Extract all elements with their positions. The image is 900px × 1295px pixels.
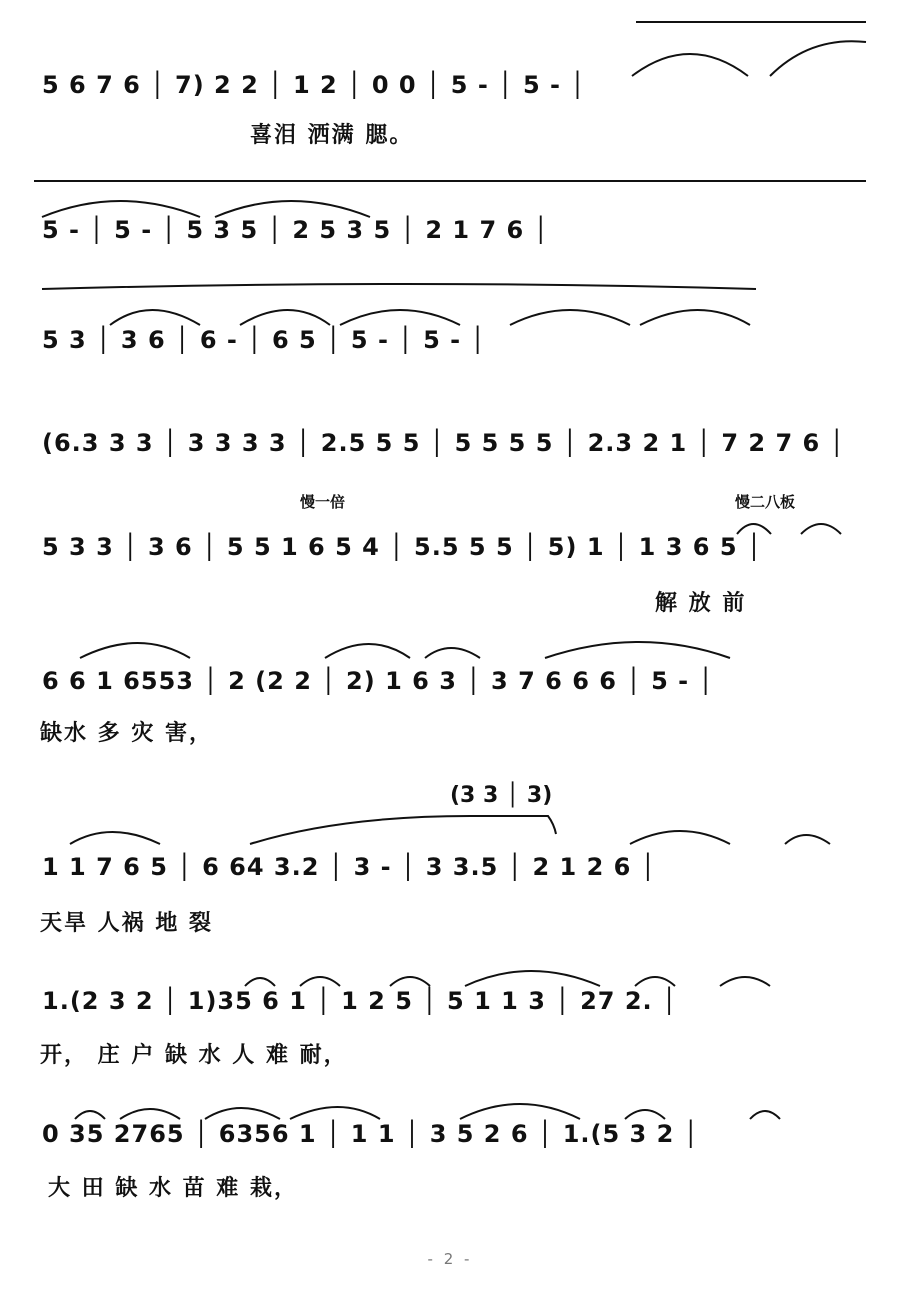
lyrics-line: 喜泪 洒满 腮。 (250, 123, 414, 148)
slur-mark (630, 40, 870, 80)
lyrics-line: 解 放 前 (655, 591, 747, 616)
lyrics-line: 大 田 缺 水 苗 难 栽， (48, 1176, 298, 1201)
notation-line: 5 - │ 5 - │ 5 3 5 │ 2 5 3 5 │ 2 1 7 6 │ (42, 216, 550, 244)
tempo-marking: 慢二八板 (735, 493, 796, 511)
notation-line: (6.3 3 3 │ 3 3 3 3 │ 2.5 5 5 │ 5 5 5 5 │ 2.3 2 1 │ 7 2 7 6 │ (42, 429, 846, 457)
slur-mark (735, 514, 855, 538)
page-number: - 2 - (427, 1250, 473, 1268)
slur-mark (40, 285, 760, 329)
slur-mark (40, 191, 400, 221)
lyrics-line: 缺水 多 灾 害， (40, 721, 213, 746)
notation-line: 1 1 7 6 5 │ 6 64 3.2 │ 3 - │ 3 3.5 │ 2 1 2 6 │ (42, 853, 657, 881)
section-rule (34, 180, 866, 182)
lyrics-line: 天旱 人祸 地 裂 (40, 911, 213, 936)
lyrics-line: 开， 庄 户 缺 水 人 难 耐， (40, 1043, 348, 1068)
notation-line: 5 6 7 6 │ 7) 2 2 │ 1 2 │ 0 0 │ 5 - │ 5 - │ (42, 71, 586, 99)
tempo-marking: 慢一倍 (300, 493, 346, 511)
notation-line: 5 3 │ 3 6 │ 6 - │ 6 5 │ 5 - │ 5 - │ (42, 326, 486, 354)
notation-line: 6 6 1 6553 │ 2 (2 2 │ 2) 1 6 3 │ 3 7 6 6 6 │ 5 - │ (42, 667, 714, 695)
notation-line: 0 35 2765 │ 6356 1 │ 1 1 │ 3 5 2 6 │ 1.(5 3 2 │ (42, 1120, 700, 1148)
alternate-phrase: (3 3 │ 3) (450, 783, 553, 808)
slur-mark (40, 634, 740, 664)
slur-mark (40, 814, 840, 850)
notation-line: 5 3 3 │ 3 6 │ 5 5 1 6 5 4 │ 5.5 5 5 │ 5) 1 │ 1 3 6 5 │ (42, 533, 763, 561)
notation-line: 1.(2 3 2 │ 1)35 6 1 │ 1 2 5 │ 5 1 1 3 │ 27 2. │ (42, 987, 678, 1015)
